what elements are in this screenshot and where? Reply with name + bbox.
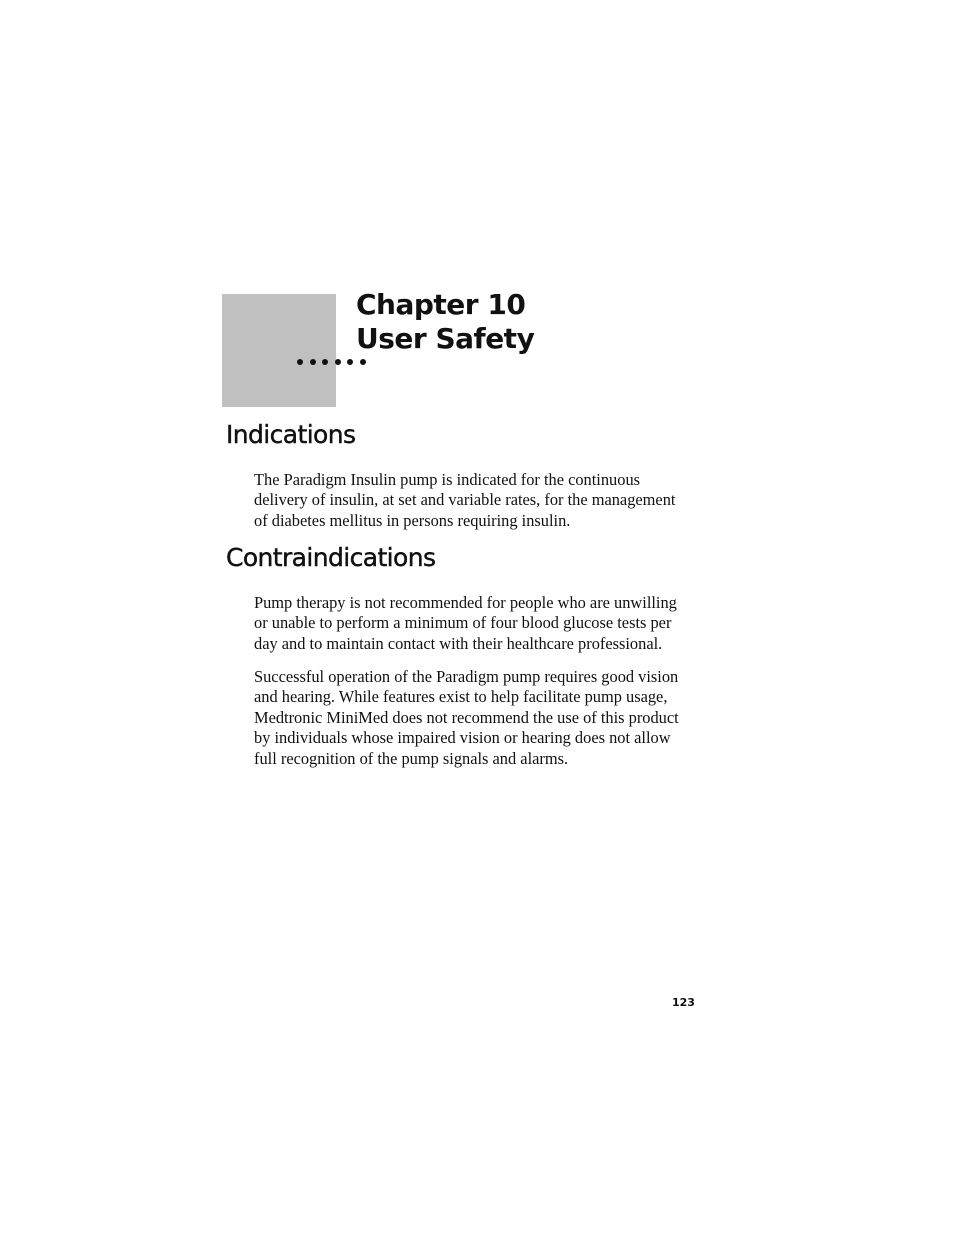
chapter-title	[356, 288, 534, 356]
chapter-dot	[322, 359, 328, 365]
chapter-gray-block	[222, 294, 336, 407]
chapter-dot	[360, 359, 366, 365]
paragraph-line: of diabetes mellitus in persons requiring insulin.	[254, 510, 571, 530]
chapter-name: User Safety	[356, 322, 535, 355]
contraindications-paragraph-2	[254, 667, 724, 769]
paragraph-line: The Paradigm Insulin pump is indicated for the continuous	[254, 470, 641, 489]
paragraph-line: or unable to perform a minimum of four blood glucose tests per	[254, 613, 672, 633]
paragraph-line: and hearing. While features exist to help facilitate pump usage,	[254, 687, 668, 707]
indications-paragraph	[254, 470, 724, 531]
chapter-dot	[297, 359, 303, 365]
paragraph-line: by individuals whose impaired vision or hearing does not allow	[254, 728, 671, 748]
page-number: 123	[672, 996, 695, 1009]
paragraph-line: delivery of insulin, at set and variable rates, for the management	[254, 490, 676, 510]
chapter-dot	[347, 359, 353, 365]
paragraph-line: Pump therapy is not recommended for people who are unwilling	[254, 593, 677, 612]
paragraph-line: Successful operation of the Paradigm pump requires good vision	[254, 667, 679, 686]
paragraph-line: full recognition of the pump signals and alarms.	[254, 748, 569, 768]
chapter-dot	[310, 359, 316, 365]
contraindications-paragraph-1	[254, 593, 724, 654]
chapter-number: Chapter 10	[356, 288, 526, 321]
chapter-dot-row	[297, 357, 366, 367]
paragraph-line: Medtronic MiniMed does not recommend the use of this product	[254, 707, 679, 727]
contraindications-heading: Contraindications	[226, 543, 436, 572]
paragraph-line: day and to maintain contact with their healthcare professional.	[254, 633, 663, 653]
indications-heading: Indications	[226, 420, 356, 449]
chapter-dot	[335, 359, 341, 365]
